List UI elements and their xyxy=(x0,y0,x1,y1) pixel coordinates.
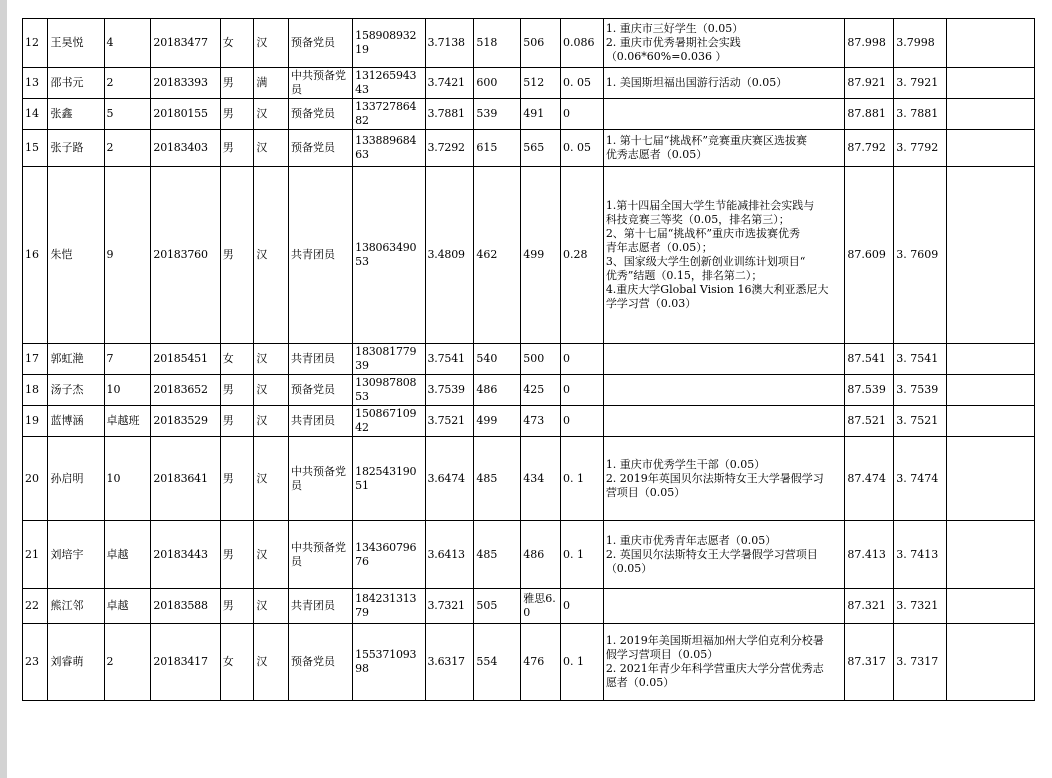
gpa-cell: 3.7421 xyxy=(425,68,474,99)
award-note-line: 愿者（0.05） xyxy=(605,676,675,689)
award-note-line: 1. 美国斯坦福出国游行活动（0.05） xyxy=(605,76,788,89)
cet6-score: 434 xyxy=(521,437,561,521)
table-row xyxy=(23,589,1035,624)
row-number: 17 xyxy=(23,344,48,375)
table-row xyxy=(23,130,1035,167)
student-name: 蓝博涵 xyxy=(48,406,104,437)
political-status: 中共预备党员 xyxy=(288,521,352,589)
award-notes xyxy=(603,344,845,375)
award-note-line: 2、第十七届“挑战杯”重庆市选拔赛优秀 xyxy=(605,227,801,240)
student-id: 20185451 xyxy=(151,344,220,375)
gender-cell: 女 xyxy=(220,19,254,68)
student-id: 20183393 xyxy=(151,68,220,99)
award-note-line: 4.重庆大学Global Vision 16澳大利亚悉尼大 xyxy=(605,283,829,296)
award-note-line: 1. 第十七届“挑战杯”竞赛重庆赛区选拔赛 xyxy=(605,134,808,147)
viewer-left-edge xyxy=(0,0,7,778)
political-status: 中共预备党员 xyxy=(288,437,352,521)
remark-cell xyxy=(947,130,1035,167)
student-name: 刘睿萌 xyxy=(48,624,104,701)
table-row xyxy=(23,344,1035,375)
political-status: 共青团员 xyxy=(288,589,352,624)
gpa-cell: 3.6474 xyxy=(425,437,474,521)
award-note-line: （0.05） xyxy=(605,561,653,575)
phone-number: 15537109398 xyxy=(353,624,425,701)
gpa-cell: 3.6413 xyxy=(425,521,474,589)
ethnicity-cell: 汉 xyxy=(254,167,289,344)
award-note-line: 2. 2019年英国贝尔法斯特女王大学暑假学习 xyxy=(605,471,824,485)
cet4-score: 540 xyxy=(474,344,521,375)
gpa-cell: 3.7321 xyxy=(425,589,474,624)
cet6-score: 雅思6.0 xyxy=(521,589,561,624)
award-note-line: 优秀志愿者（0.05） xyxy=(605,148,708,161)
row-number: 18 xyxy=(23,375,48,406)
class-cell: 7 xyxy=(104,344,151,375)
total-score: 87.521 xyxy=(845,406,894,437)
row-number: 15 xyxy=(23,130,48,167)
award-note-line: 1. 2019年美国斯坦福加州大学伯克利分校暑 xyxy=(605,634,824,647)
student-id: 20183417 xyxy=(151,624,220,701)
ethnicity-cell: 汉 xyxy=(254,521,289,589)
row-number: 13 xyxy=(23,68,48,99)
table-row xyxy=(23,375,1035,406)
bonus-points: 0. 1 xyxy=(561,437,604,521)
gpa-cell: 3.7292 xyxy=(425,130,474,167)
cet6-score: 512 xyxy=(521,68,561,99)
cet6-score: 506 xyxy=(521,19,561,68)
cet4-score: 600 xyxy=(474,68,521,99)
phone-number: 13388968463 xyxy=(353,130,425,167)
cet6-score: 486 xyxy=(521,521,561,589)
gender-cell: 男 xyxy=(220,375,254,406)
award-notes xyxy=(603,406,845,437)
phone-number: 18254319051 xyxy=(353,437,425,521)
cet4-score: 539 xyxy=(474,99,521,130)
table-body xyxy=(23,19,1035,701)
political-status: 共青团员 xyxy=(288,167,352,344)
award-notes xyxy=(603,589,845,624)
table-row xyxy=(23,19,1035,68)
cet6-score: 499 xyxy=(521,167,561,344)
student-id: 20183652 xyxy=(151,375,220,406)
class-cell: 卓越 xyxy=(104,589,151,624)
phone-number: 18423131379 xyxy=(353,589,425,624)
award-note-line: 1. 重庆市优秀学生干部（0.05） xyxy=(605,457,766,471)
award-notes xyxy=(603,375,845,406)
student-id: 20183760 xyxy=(151,167,220,344)
total-score: 87.413 xyxy=(845,521,894,589)
cet6-score: 473 xyxy=(521,406,561,437)
ethnicity-cell: 汉 xyxy=(254,589,289,624)
gpa-cell: 3.7539 xyxy=(425,375,474,406)
gender-cell: 男 xyxy=(220,521,254,589)
row-number: 23 xyxy=(23,624,48,701)
award-note-line: 学学习营（0.03） xyxy=(605,297,697,310)
gpa-cell: 3.7881 xyxy=(425,99,474,130)
gender-cell: 男 xyxy=(220,68,254,99)
phone-number: 13806349053 xyxy=(353,167,425,344)
class-cell: 10 xyxy=(104,375,151,406)
student-name: 朱恺 xyxy=(48,167,104,344)
bonus-points: 0. 05 xyxy=(561,68,604,99)
table-row xyxy=(23,99,1035,130)
class-cell: 9 xyxy=(104,167,151,344)
gender-cell: 男 xyxy=(220,167,254,344)
ethnicity-cell: 汉 xyxy=(254,437,289,521)
ethnicity-cell: 汉 xyxy=(254,624,289,701)
political-status: 预备党员 xyxy=(288,99,352,130)
ethnicity-cell: 汉 xyxy=(254,344,289,375)
bonus-points: 0. 1 xyxy=(561,624,604,701)
award-note-line: 1. 重庆市优秀青年志愿者（0.05） xyxy=(605,533,777,547)
award-note-line: 3、国家级大学生创新创业训练计划项目“ xyxy=(605,255,806,268)
student-name: 熊江邻 xyxy=(48,589,104,624)
ethnicity-cell: 汉 xyxy=(254,375,289,406)
gpa-cell: 3.4809 xyxy=(425,167,474,344)
political-status: 中共预备党员 xyxy=(288,68,352,99)
cet4-score: 499 xyxy=(474,406,521,437)
remark-cell xyxy=(947,375,1035,406)
cet6-score: 500 xyxy=(521,344,561,375)
remark-cell xyxy=(947,167,1035,344)
cet4-score: 486 xyxy=(474,375,521,406)
phone-number: 15890893219 xyxy=(353,19,425,68)
table-row xyxy=(23,437,1035,521)
remark-cell xyxy=(947,406,1035,437)
total-score: 87.474 xyxy=(845,437,894,521)
total-score: 87.541 xyxy=(845,344,894,375)
student-id: 20183403 xyxy=(151,130,220,167)
cet4-score: 505 xyxy=(474,589,521,624)
phone-number: 13372786482 xyxy=(353,99,425,130)
award-notes xyxy=(603,68,845,99)
final-gpa: 3. 7792 xyxy=(894,130,947,167)
ethnicity-cell: 汉 xyxy=(254,130,289,167)
total-score: 87.609 xyxy=(845,167,894,344)
class-cell: 5 xyxy=(104,99,151,130)
gpa-cell: 3.7521 xyxy=(425,406,474,437)
award-note-line: 假学习营项目（0.05） xyxy=(605,648,719,661)
award-note-line: 2. 英国贝尔法斯特女王大学暑假学习营项目 xyxy=(605,547,818,561)
award-notes xyxy=(603,99,845,130)
cet4-score: 518 xyxy=(474,19,521,68)
ethnicity-cell: 满 xyxy=(254,68,289,99)
phone-number: 15086710942 xyxy=(353,406,425,437)
class-cell: 卓越班 xyxy=(104,406,151,437)
student-id: 20183529 xyxy=(151,406,220,437)
award-notes xyxy=(603,19,845,68)
gender-cell: 男 xyxy=(220,589,254,624)
phone-number: 13126594343 xyxy=(353,68,425,99)
gender-cell: 女 xyxy=(220,344,254,375)
row-number: 19 xyxy=(23,406,48,437)
class-cell: 卓越 xyxy=(104,521,151,589)
phone-number: 13098780853 xyxy=(353,375,425,406)
gpa-cell: 3.6317 xyxy=(425,624,474,701)
award-notes xyxy=(603,521,845,589)
row-number: 14 xyxy=(23,99,48,130)
total-score: 87.317 xyxy=(845,624,894,701)
gender-cell: 男 xyxy=(220,130,254,167)
table-row xyxy=(23,624,1035,701)
political-status: 共青团员 xyxy=(288,344,352,375)
student-name: 孙启明 xyxy=(48,437,104,521)
student-id: 20180155 xyxy=(151,99,220,130)
remark-cell xyxy=(947,624,1035,701)
student-name: 邵书元 xyxy=(48,68,104,99)
final-gpa: 3. 7881 xyxy=(894,99,947,130)
bonus-points: 0. 1 xyxy=(561,521,604,589)
bonus-points: 0 xyxy=(561,375,604,406)
award-notes xyxy=(603,437,845,521)
political-status: 预备党员 xyxy=(288,624,352,701)
gender-cell: 男 xyxy=(220,437,254,521)
row-number: 20 xyxy=(23,437,48,521)
cet6-score: 425 xyxy=(521,375,561,406)
award-note-line: 科技竞赛三等奖（0.05，排名第三）； xyxy=(605,213,790,226)
cet4-score: 462 xyxy=(474,167,521,344)
student-name: 郭虹滟 xyxy=(48,344,104,375)
total-score: 87.321 xyxy=(845,589,894,624)
bonus-points: 0.086 xyxy=(561,19,604,68)
student-id: 20183477 xyxy=(151,19,220,68)
row-number: 21 xyxy=(23,521,48,589)
award-notes xyxy=(603,624,845,701)
award-note-line: 营项目（0.05） xyxy=(605,485,686,499)
award-note-line: 优秀”结题（0.15，排名第二）； xyxy=(605,269,763,282)
ethnicity-cell: 汉 xyxy=(254,19,289,68)
political-status: 共青团员 xyxy=(288,406,352,437)
bonus-points: 0 xyxy=(561,344,604,375)
bonus-points: 0. 05 xyxy=(561,130,604,167)
cet4-score: 554 xyxy=(474,624,521,701)
student-id: 20183588 xyxy=(151,589,220,624)
cet4-score: 485 xyxy=(474,521,521,589)
political-status: 预备党员 xyxy=(288,375,352,406)
total-score: 87.539 xyxy=(845,375,894,406)
class-cell: 4 xyxy=(104,19,151,68)
total-score: 87.881 xyxy=(845,99,894,130)
class-cell: 2 xyxy=(104,130,151,167)
political-status: 预备党员 xyxy=(288,19,352,68)
table-row xyxy=(23,521,1035,589)
student-id: 20183443 xyxy=(151,521,220,589)
final-gpa: 3. 7541 xyxy=(894,344,947,375)
remark-cell xyxy=(947,344,1035,375)
award-note-line: 2. 2021年青少年科学营重庆大学分营优秀志 xyxy=(605,662,824,675)
student-name: 张子路 xyxy=(48,130,104,167)
cet4-score: 615 xyxy=(474,130,521,167)
ethnicity-cell: 汉 xyxy=(254,99,289,130)
table-row xyxy=(23,68,1035,99)
award-note-line: 青年志愿者（0.05）； xyxy=(605,241,713,254)
student-name: 汤子杰 xyxy=(48,375,104,406)
award-notes xyxy=(603,167,845,344)
bonus-points: 0 xyxy=(561,99,604,130)
remark-cell xyxy=(947,68,1035,99)
student-name: 张鑫 xyxy=(48,99,104,130)
final-gpa: 3. 7321 xyxy=(894,589,947,624)
class-cell: 2 xyxy=(104,624,151,701)
bonus-points: 0.28 xyxy=(561,167,604,344)
final-gpa: 3.7998 xyxy=(894,19,947,68)
cet4-score: 485 xyxy=(474,437,521,521)
award-notes xyxy=(603,130,845,167)
row-number: 12 xyxy=(23,19,48,68)
political-status: 预备党员 xyxy=(288,130,352,167)
final-gpa: 3. 7539 xyxy=(894,375,947,406)
phone-number: 18308177939 xyxy=(353,344,425,375)
cet6-score: 491 xyxy=(521,99,561,130)
gpa-cell: 3.7541 xyxy=(425,344,474,375)
remark-cell xyxy=(947,521,1035,589)
gender-cell: 男 xyxy=(220,406,254,437)
final-gpa: 3. 7921 xyxy=(894,68,947,99)
total-score: 87.921 xyxy=(845,68,894,99)
final-gpa: 3. 7474 xyxy=(894,437,947,521)
final-gpa: 3. 7609 xyxy=(894,167,947,344)
candidate-table xyxy=(22,18,1035,701)
phone-number: 13436079676 xyxy=(353,521,425,589)
document-page xyxy=(7,0,1052,778)
final-gpa: 3. 7521 xyxy=(894,406,947,437)
student-name: 刘培宇 xyxy=(48,521,104,589)
row-number: 16 xyxy=(23,167,48,344)
gender-cell: 女 xyxy=(220,624,254,701)
award-note-line: （0.06*60%=0.036 ） xyxy=(605,50,727,63)
table-row xyxy=(23,167,1035,344)
student-name: 王昊悦 xyxy=(48,19,104,68)
bonus-points: 0 xyxy=(561,589,604,624)
remark-cell xyxy=(947,589,1035,624)
remark-cell xyxy=(947,19,1035,68)
cet6-score: 565 xyxy=(521,130,561,167)
remark-cell xyxy=(947,437,1035,521)
gpa-cell: 3.7138 xyxy=(425,19,474,68)
gender-cell: 男 xyxy=(220,99,254,130)
table-row xyxy=(23,406,1035,437)
class-cell: 2 xyxy=(104,68,151,99)
bonus-points: 0 xyxy=(561,406,604,437)
award-note-line: 1.第十四届全国大学生节能减排社会实践与 xyxy=(605,199,815,212)
final-gpa: 3. 7317 xyxy=(894,624,947,701)
final-gpa: 3. 7413 xyxy=(894,521,947,589)
award-note-line: 2. 重庆市优秀暑期社会实践 xyxy=(605,36,741,49)
cet6-score: 476 xyxy=(521,624,561,701)
award-note-line: 1. 重庆市三好学生（0.05） xyxy=(605,22,744,35)
student-id: 20183641 xyxy=(151,437,220,521)
total-score: 87.998 xyxy=(845,19,894,68)
class-cell: 10 xyxy=(104,437,151,521)
remark-cell xyxy=(947,99,1035,130)
ethnicity-cell: 汉 xyxy=(254,406,289,437)
total-score: 87.792 xyxy=(845,130,894,167)
row-number: 22 xyxy=(23,589,48,624)
